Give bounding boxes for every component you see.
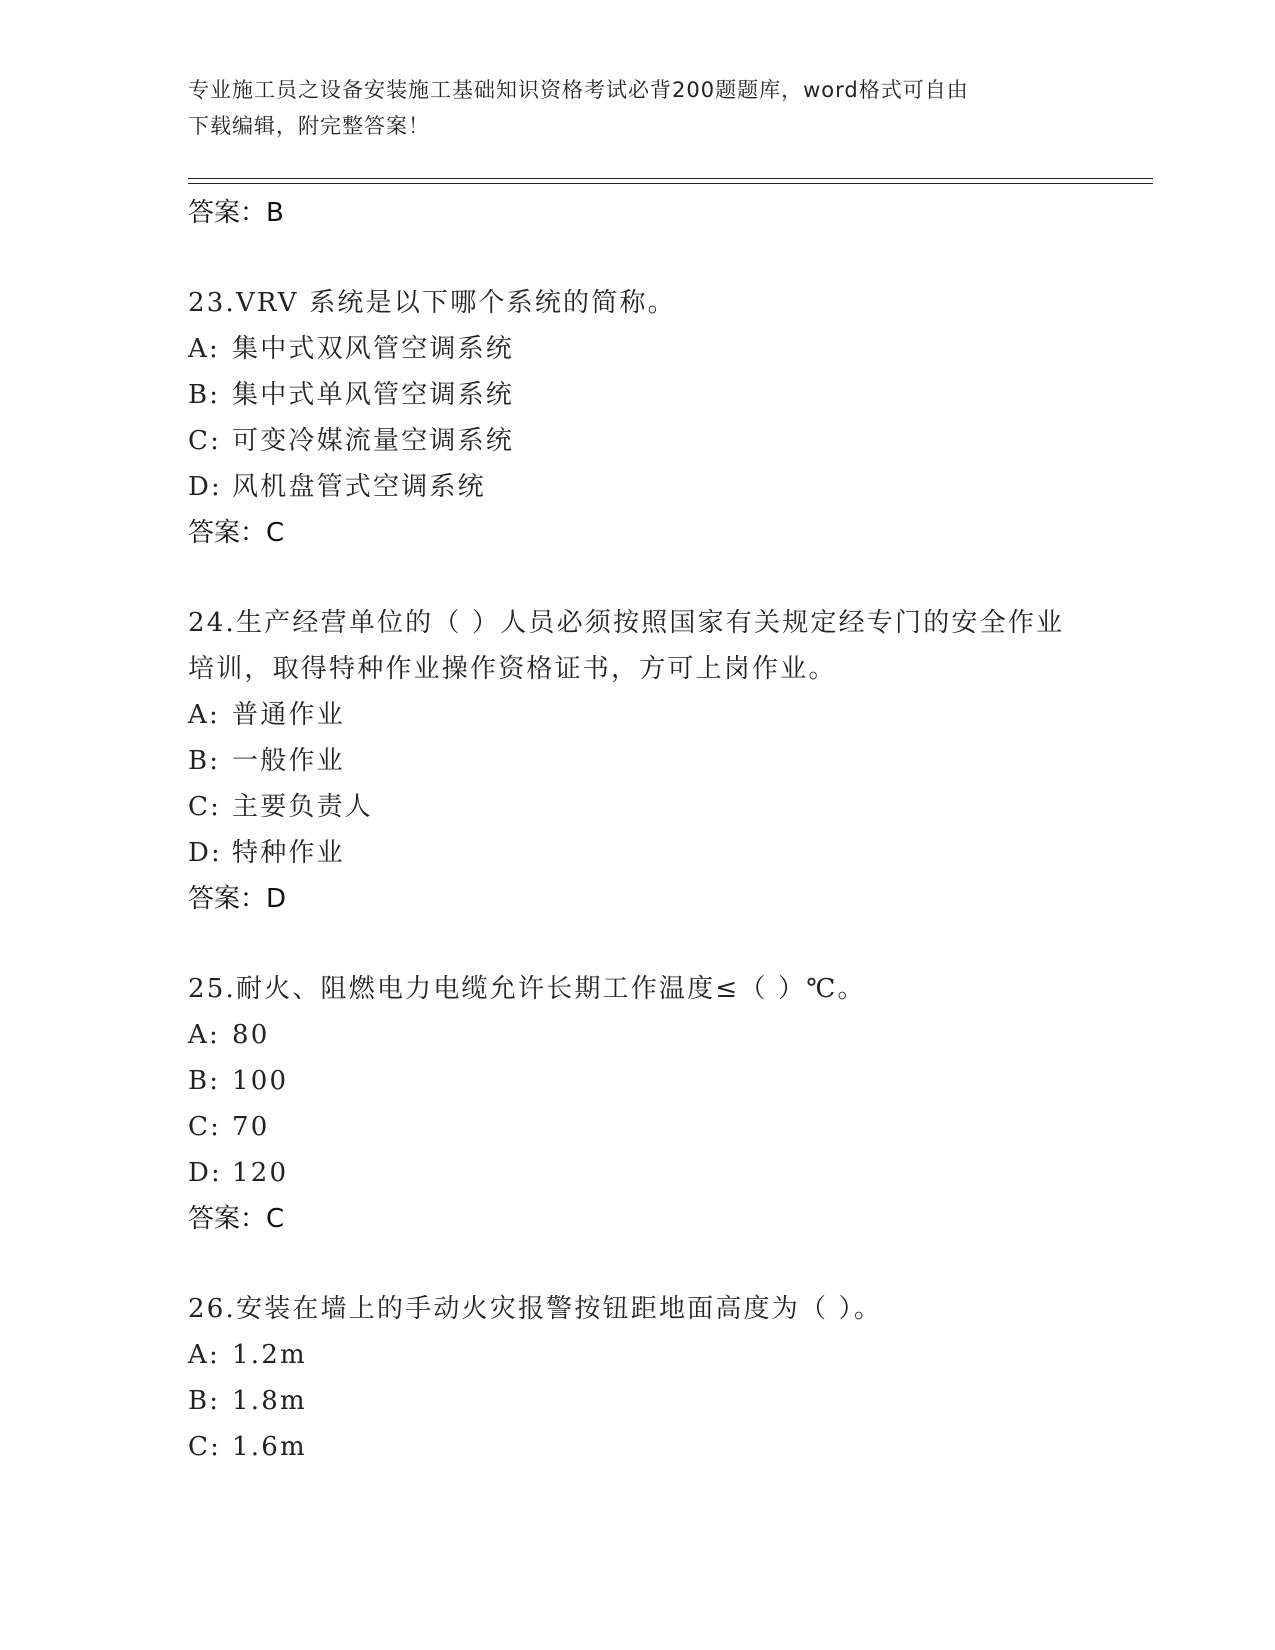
option-b xyxy=(188,738,1088,784)
option-letter: D: xyxy=(188,472,223,502)
option-a xyxy=(188,692,1088,738)
option-text: 集中式单风管空调系统 xyxy=(232,380,515,410)
question-block-26 xyxy=(188,1286,1088,1470)
document-header xyxy=(188,72,1068,144)
option-b xyxy=(188,1378,1088,1424)
option-text: 集中式双风管空调系统 xyxy=(232,334,515,364)
header-divider-bottom xyxy=(188,183,1153,184)
question-list xyxy=(188,190,1088,1470)
option-d xyxy=(188,830,1088,876)
header-divider-top xyxy=(188,178,1153,179)
option-text: 可变冷媒流量空调系统 xyxy=(232,426,515,456)
option-text: 1.8m xyxy=(232,1386,307,1416)
header-line-2: 下载编辑，附完整答案！ xyxy=(188,114,430,138)
option-letter: A: xyxy=(188,700,220,730)
option-b xyxy=(188,1058,1088,1104)
option-b xyxy=(188,372,1088,418)
option-letter: A: xyxy=(188,334,220,364)
answer-line: 答案：C xyxy=(188,518,285,548)
option-letter: C: xyxy=(188,1432,222,1462)
question-block-24 xyxy=(188,600,1088,922)
option-text: 风机盘管式空调系统 xyxy=(232,472,486,502)
option-a xyxy=(188,326,1088,372)
option-text: 70 xyxy=(232,1112,270,1142)
option-c xyxy=(188,1104,1088,1150)
option-c xyxy=(188,418,1088,464)
header-line-1: 专业施工员之设备安装施工基础知识资格考试必背200题题库，word格式可自由 xyxy=(188,78,969,102)
option-d xyxy=(188,1150,1088,1196)
option-letter: D: xyxy=(188,1158,223,1188)
option-letter: C: xyxy=(188,1112,222,1142)
option-letter: C: xyxy=(188,792,222,822)
option-a xyxy=(188,1012,1088,1058)
question-text: 24.生产经营单位的（ ）人员必须按照国家有关规定经专门的安全作业培训，取得特种作业操作资格证书，方可上岗作业。 xyxy=(188,608,1065,684)
answer-line: 答案：D xyxy=(188,884,287,914)
option-letter: C: xyxy=(188,426,222,456)
option-c xyxy=(188,1424,1088,1470)
question-block-25 xyxy=(188,966,1088,1242)
option-text: 普通作业 xyxy=(232,700,345,730)
question-text: 26.安装在墙上的手动火灾报警按钮距地面高度为（ ）。 xyxy=(188,1294,883,1324)
question-text: 23.VRV 系统是以下哪个系统的简称。 xyxy=(188,288,676,318)
answer-line: 答案：C xyxy=(188,1204,285,1234)
option-letter: A: xyxy=(188,1020,220,1050)
option-text: 80 xyxy=(232,1020,270,1050)
option-text: 1.2m xyxy=(232,1340,307,1370)
option-letter: D: xyxy=(188,838,223,868)
option-letter: B: xyxy=(188,1386,221,1416)
option-c xyxy=(188,784,1088,830)
option-text: 一般作业 xyxy=(232,746,345,776)
option-text: 主要负责人 xyxy=(232,792,374,822)
option-a xyxy=(188,1332,1088,1378)
question-text: 25.耐火、阻燃电力电缆允许长期工作温度≤（ ）℃。 xyxy=(188,974,866,1004)
option-letter: B: xyxy=(188,380,221,410)
option-letter: B: xyxy=(188,1066,221,1096)
option-text: 100 xyxy=(232,1066,289,1096)
answer-line: 答案：B xyxy=(188,198,284,228)
option-text: 120 xyxy=(232,1158,289,1188)
option-text: 1.6m xyxy=(232,1432,307,1462)
option-letter: B: xyxy=(188,746,221,776)
option-d xyxy=(188,464,1088,510)
option-text: 特种作业 xyxy=(232,838,345,868)
option-letter: A: xyxy=(188,1340,220,1370)
question-block-23 xyxy=(188,280,1088,556)
